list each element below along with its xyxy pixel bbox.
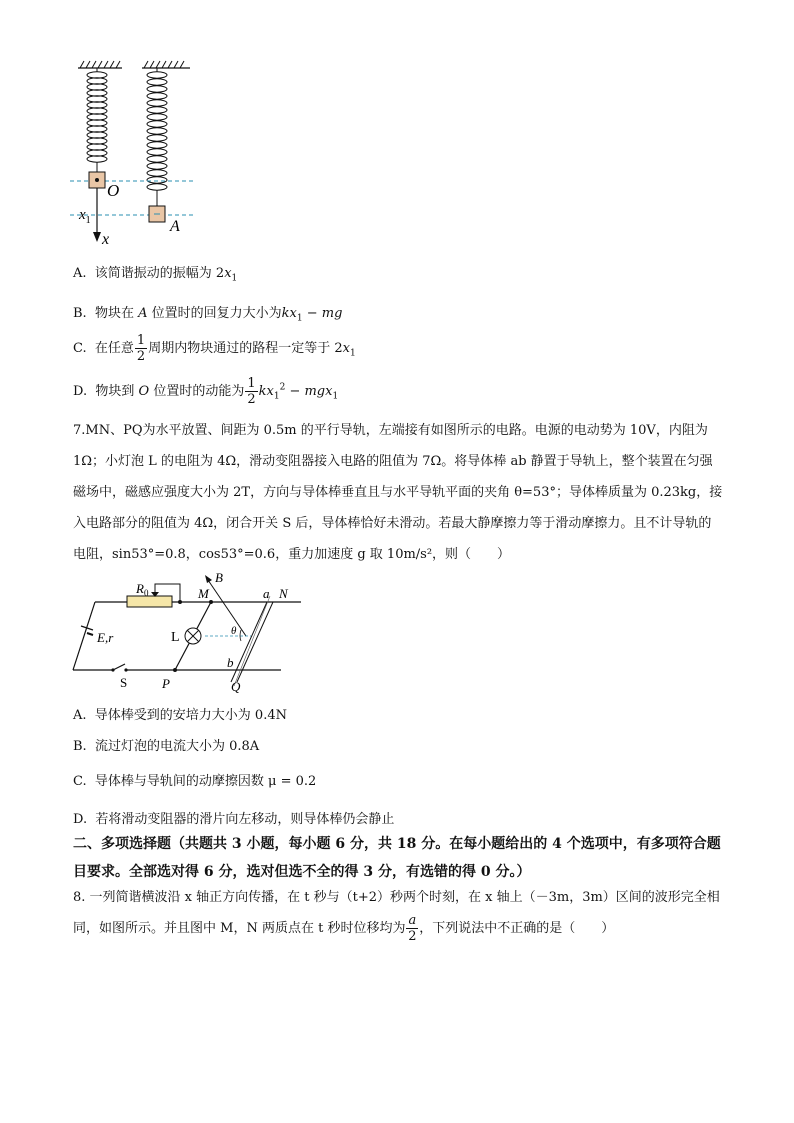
label-b: b	[227, 655, 234, 670]
label-P: P	[162, 676, 170, 691]
q7-option-c: C. 导体棒与导轨间的动摩擦因数 μ = 0.2	[73, 774, 317, 789]
fraction-half: $\frac{1}{2}$	[136, 333, 146, 364]
label-N: N	[279, 586, 288, 601]
spring-oscillator-figure	[70, 58, 210, 248]
label-M: M	[198, 586, 209, 601]
q7-option-d: D. 若将滑动变阻器的滑片向左移动，则导体棒仍会静止	[73, 812, 395, 827]
q6-option-a: A. 该简谐振动的振幅为 $2x_1$	[73, 266, 238, 284]
label-x: x	[102, 231, 110, 248]
label-L: L	[171, 630, 180, 645]
label-Er: E,r	[97, 630, 114, 645]
label-theta: θ	[231, 625, 237, 637]
fraction-half: $\frac{1}{2}$	[247, 376, 256, 407]
label-R0: $R_0$	[136, 581, 149, 598]
q7-option-b: B. 流过灯泡的电流大小为 0.8A	[73, 739, 260, 754]
label-B: B	[215, 570, 223, 585]
q6-option-d: D. 物块到 O 位置时的动能为 $\frac{1}{2}$ $kx_1^2 - mgx_1$	[73, 376, 339, 407]
q7-option-a: A. 导体棒受到的安培力大小为 0.4N	[73, 708, 287, 723]
label-a: a	[263, 586, 270, 601]
label-O: O	[107, 181, 120, 200]
q6-option-b: B. 物块在 A 位置时的回复力大小为$kx_1$ − mg	[73, 306, 343, 324]
q8-stem: 8. 一列简谐横波沿 x 轴正方向传播，在 t 秒与（t+2）秒两个时刻，在 x 轴上（－3m，3m）区间的波形完全相同，如图所示。并且图中 M，N 两质点在 t 秒时位移均为 $\frac{a}{2}$ ，下列说法中不正确的是（ ）	[73, 890, 720, 944]
q7-stem: 7.MN、PQ为水平放置、间距为 0.5m 的平行导轨，左端接有如图所示的电路。电源的电动势为 10V，内阻为 1Ω；小灯泡 L 的电阻为 4Ω，滑动变阻器接入电路的阻值为 7Ω。将导体棒 ab 静置于导轨上，整个装置在匀强磁场中，磁感应强度大小为 2T，方向与导体棒垂直且与水平导轨平面的夹角 θ=53°；导体棒质量为 0.23kg，接入电路部分的阻值为 4Ω，闭合开关 S 后，导体棒恰好未滑动。若最大静摩擦力等于滑动摩擦力。且不计导轨的电阻，sin53°=0.8，cos53°=0.6，重力加速度 g 取 10m/s²，则（ ）	[73, 423, 723, 562]
label-S: S	[120, 675, 128, 690]
label-A: A	[170, 218, 180, 235]
fraction-a-over-2: $\frac{a}{2}$	[408, 913, 417, 944]
circuit-figure	[65, 570, 315, 695]
q6-option-c: C. 在任意 $\frac{1}{2}$ 周期内物块通过的路程一定等于 $2x_1$	[73, 333, 356, 364]
label-Q: Q	[231, 679, 241, 694]
label-x1: $x_1$	[79, 207, 91, 226]
section-2-heading: 二、多项选择题（共题共 3 小题，每小题 6 分，共 18 分。在每小题给出的 4 个选项中，有多项符合题目要求。全部选对得 6 分，选对但选不全的得 3 分，有选错的得 0 分。）	[73, 836, 721, 880]
